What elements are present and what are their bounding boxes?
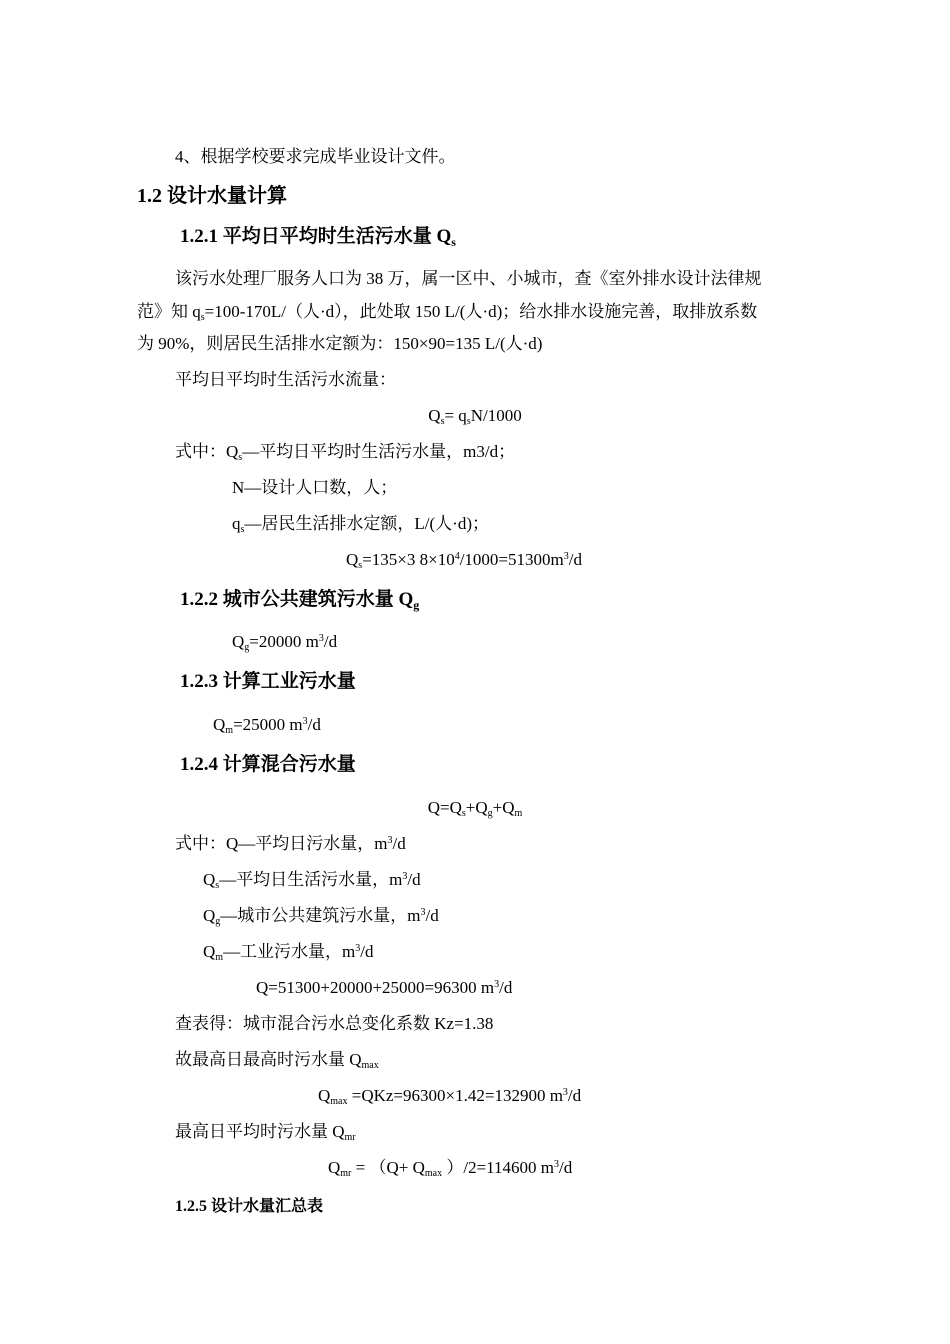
paragraph-line: 该污水处理厂服务人口为 38 万，属一区中、小城市，查《室外排水设计法律规 [175, 269, 762, 288]
list-item-4: 4、根据学校要求完成毕业设计文件。 [175, 147, 456, 166]
where-definition: $Q_g—$城市公共建筑污水量，$m^3/d$ [203, 906, 439, 927]
qmr-label: 最高日平均时污水量 $Q_{mr}$ [175, 1122, 356, 1143]
where-definition: $Q_s—$平均日生活污水量，$m^3/d$ [203, 870, 421, 891]
section-heading-1-2: 1.2 设计水量计算 [137, 185, 287, 207]
flow-label: 平均日平均时生活污水流量： [175, 370, 396, 389]
section-heading-1-2-3: 1.2.3 计算工业污水量 [180, 671, 356, 692]
where-definition: N—设计人口数，人； [232, 478, 398, 497]
calc-q: Q=51300+20000+25000=96300 $m^3/d$ [256, 978, 513, 997]
section-heading-1-2-2: 1.2.2 城市公共建筑污水量 $Q_g$ [180, 589, 420, 612]
where-definition: 式中：Q—平均日污水量，$m^3/d$ [175, 834, 406, 853]
formula-qs: $Q_s= q_sN/1000$ [428, 406, 522, 427]
paragraph-line: 为 90%，则居民生活排水定额为：150×90=135 L/(人·d) [137, 334, 543, 353]
qg-value: $Q_g=20000$ $m^3/d$ [232, 632, 338, 653]
where-definition: $q_s—$居民生活排水定额，L/(人·d)； [232, 514, 489, 535]
calc-qmr: $Q_{mr} = (Q+ Q_{max}$ ）/2=114600 $m^3/d$ [328, 1158, 573, 1179]
where-definition: 式中：$Q_s—$平均日平均时生活污水量，m3/d； [175, 442, 516, 463]
where-definition: $Q_m—$工业污水量，$m^3/d$ [203, 942, 374, 963]
section-heading-1-2-1: 1.2.1 平均日平均时生活污水量 $Q_s$ [180, 226, 456, 249]
calc-qmax: $Q_{max} =QKz=96300\times 1.42=132900$ $m^3/d$ [318, 1086, 582, 1107]
section-heading-1-2-5: 1.2.5 设计水量汇总表 [175, 1198, 324, 1215]
qmax-label: 故最高日最高时污水量 $Q_{max}$ [175, 1050, 379, 1071]
formula-q: $Q=Q_s+Q_g+Q_m$ [427, 798, 523, 819]
kz-line: 查表得：城市混合污水总变化系数 Kz=1.38 [175, 1014, 494, 1033]
calc-qs: $Q_s=135\times 3$ $8\times 10^4/1000=51300m^3/d$ [346, 550, 582, 571]
paragraph-line: 范》知 $q_s=100-170L/$（人·d），此处取 150 L/(人·d)；给水排水设施完善，取排放系数 [137, 302, 758, 323]
qm-value: $Q_m=25000$ $m^3/d$ [213, 715, 321, 736]
section-heading-1-2-4: 1.2.4 计算混合污水量 [180, 754, 356, 775]
